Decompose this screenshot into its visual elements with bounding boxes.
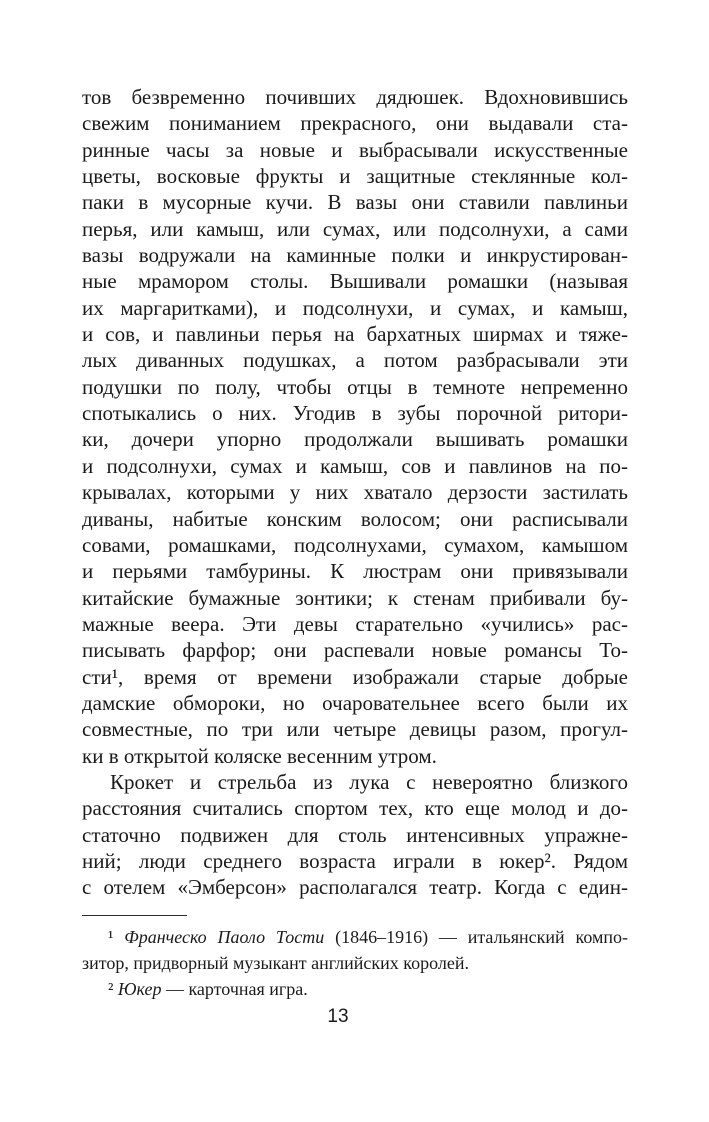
text-line: сти¹, время от времени изображали старые добрые <box>82 664 628 689</box>
footnote-text: (1846–1916) — итальянский компо- <box>324 927 628 948</box>
text-line: тов безвременно почивших дядюшек. Вдохновившись <box>82 85 628 109</box>
text-line: ринные часы за новые и выбрасывали искусственные <box>82 137 628 162</box>
footnote-text: зитор, придворный музыкант английских королей. <box>82 953 469 974</box>
text-line: свежим пониманием прекрасного, они выдавали ста- <box>82 111 628 136</box>
footnote-divider <box>82 915 187 917</box>
text-line: совместные, по три или четыре девицы разом, прогул- <box>82 717 628 742</box>
text-line: статочно подвижен для столь интенсивных упражне- <box>82 822 628 847</box>
text-line: и перьями тамбурины. К люстрам они привязывали <box>82 559 628 584</box>
text-line: подушки по полу, чтобы отцы в темноте непременно <box>82 374 628 399</box>
footnote-line <box>82 924 628 950</box>
text-line: их маргаритками), и подсолнухи, и сумах, и камыш, <box>82 295 628 320</box>
page-number: 13 <box>327 1006 349 1027</box>
text-line: ки, дочери упорно продолжали вышивать ромашки <box>82 427 628 452</box>
footnote-text: ¹ <box>108 927 125 948</box>
text-line: дамские обмороки, но очаровательнее всего были их <box>82 690 628 715</box>
text-line: крывалах, которыми у них хватало дерзости застилать <box>82 480 628 505</box>
footnote-text: ² <box>108 979 118 1000</box>
text-block <box>82 84 628 1002</box>
footnote <box>82 976 628 1002</box>
text-line: паки в мусорные кучи. В вазы они ставили павлиньи <box>82 190 628 215</box>
text-line: с отелем «Эмберсон» располагался театр. Когда с един- <box>82 875 628 900</box>
paragraph <box>82 769 628 901</box>
footnote-line <box>82 950 628 976</box>
text-line: перья, или камыш, или сумах, или подсолнухи, а сами <box>82 216 628 241</box>
footnote-text: — карточная игра. <box>161 979 308 1000</box>
text-line: диваны, набитые конским волосом; они расписывали <box>82 506 628 531</box>
body-text <box>82 84 628 901</box>
text-line: совами, ромашками, подсолнухами, сумахом, камышом <box>82 532 628 557</box>
text-line: и сов, и павлиньи перья на бархатных ширмах и тяже- <box>82 322 628 347</box>
footnote-term: Франческо Паоло Тости <box>124 927 325 948</box>
text-line: Крокет и стрельба из лука с невероятно близкого <box>110 769 628 794</box>
paragraph <box>82 84 628 769</box>
footnotes-section <box>82 924 628 1002</box>
text-line: вазы водружали на каминные полки и инкрустирован- <box>82 243 628 268</box>
text-line: писывать фарфор; они распевали новые романсы То- <box>82 638 628 663</box>
text-line: мажные веера. Эти девы старательно «учились» рас- <box>82 611 628 636</box>
text-line: китайские бумажные зонтики; к стенам прибивали бу- <box>82 585 628 610</box>
text-line: ные мрамором столы. Вышивали ромашки (называя <box>82 269 628 294</box>
text-line: ки в открытой коляске весенним утром. <box>82 743 437 768</box>
text-line: спотыкались о них. Угодив в зубы порочной ритори- <box>82 401 628 426</box>
footnote <box>82 924 628 976</box>
text-line: ний; люди среднего возраста играли в юкер². Рядом <box>82 848 628 873</box>
footnote-term: Юкер <box>117 979 162 1000</box>
text-line: цветы, восковые фрукты и защитные стеклянные кол- <box>82 164 628 189</box>
text-line: и подсолнухи, сумах и камыш, сов и павлинов на по- <box>82 453 628 478</box>
footnote-line <box>82 976 628 1002</box>
text-line: расстояния считались спортом тех, кто еще молод и до- <box>82 796 628 821</box>
text-line: лых диванных подушках, а потом разбрасывали эти <box>82 348 628 373</box>
